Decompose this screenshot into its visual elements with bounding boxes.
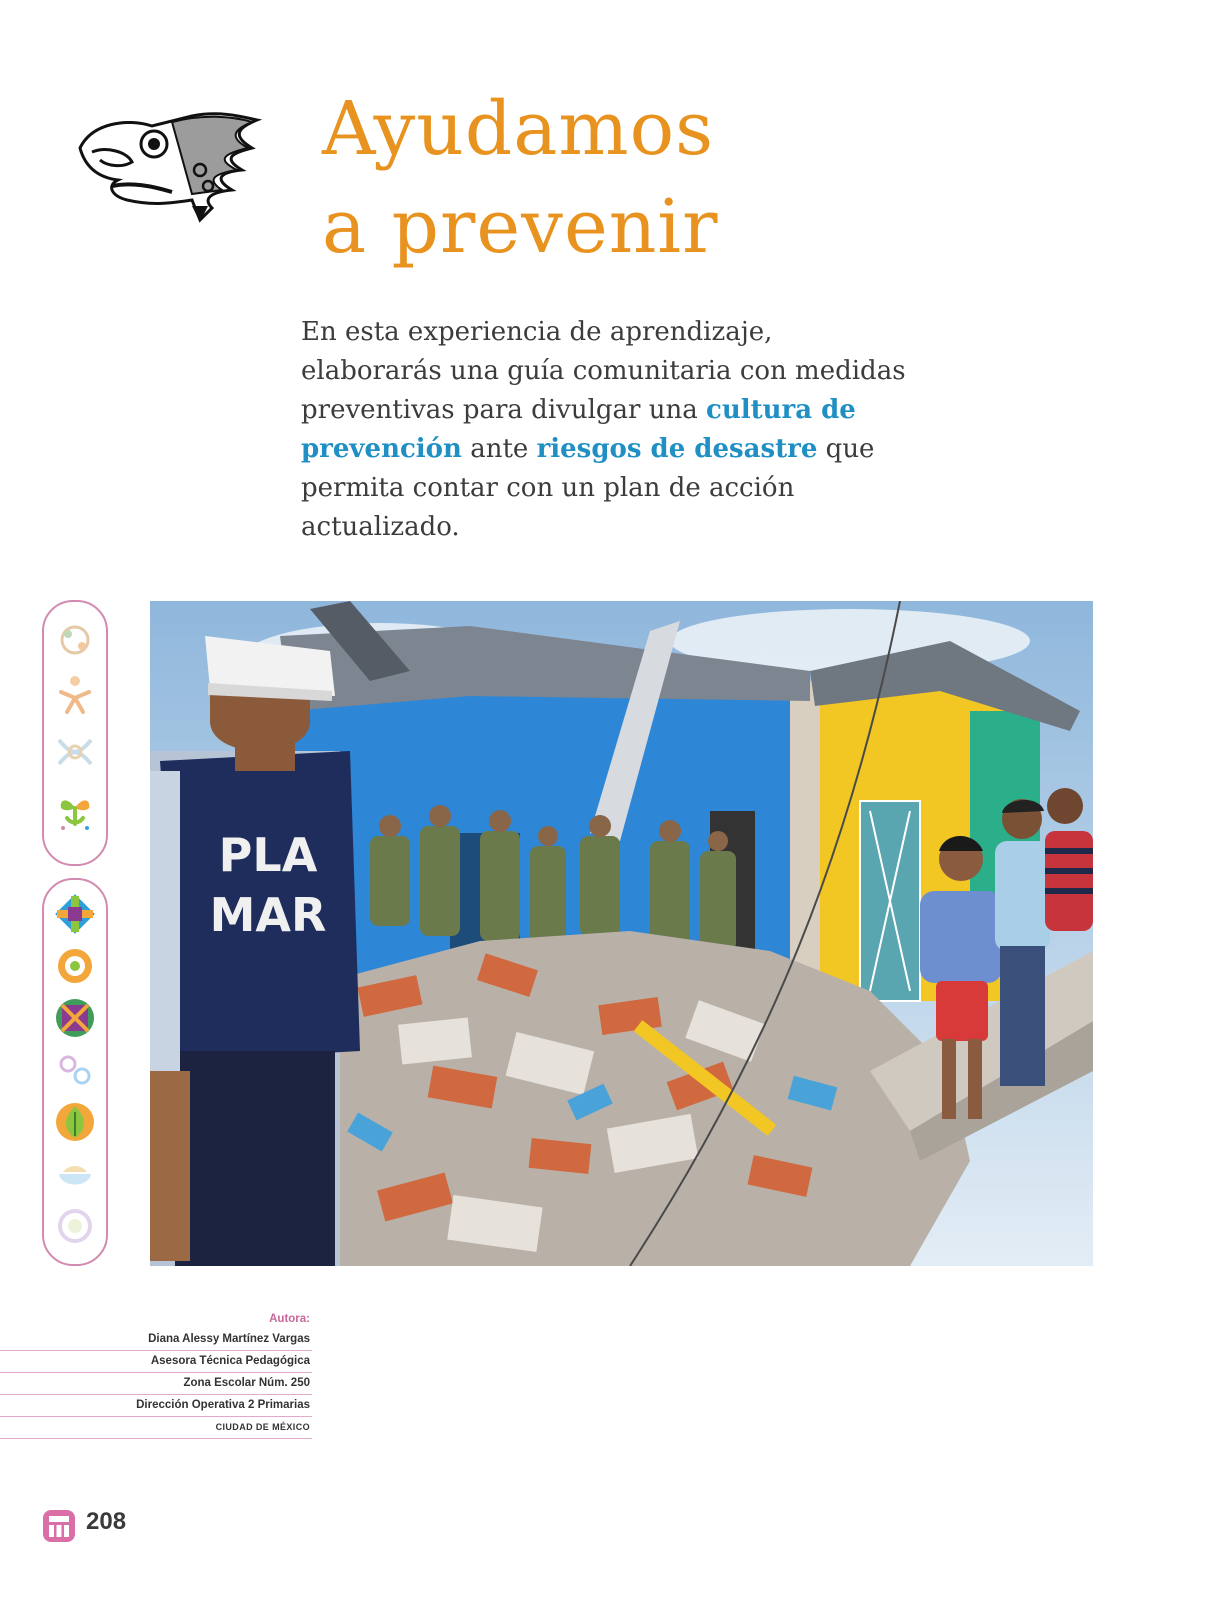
page-title xyxy=(322,80,718,276)
vest-text-line-2: MAR xyxy=(209,888,327,942)
dancer-icon xyxy=(53,672,97,716)
diamond-cross-icon xyxy=(53,892,97,936)
circle-icon xyxy=(53,1204,97,1248)
credits-direction: Dirección Operativa 2 Primarias xyxy=(0,1395,312,1417)
author-credits xyxy=(0,1309,312,1439)
bowl-icon xyxy=(53,1152,97,1196)
swirl-icon xyxy=(53,618,97,662)
x-square-icon xyxy=(53,996,97,1040)
intro-highlight-2: riesgos de desastre xyxy=(536,434,818,464)
sidebar-icon-group-2 xyxy=(42,878,108,1266)
page-glyph-icon xyxy=(42,1509,76,1543)
link-icon xyxy=(53,1048,97,1092)
intro-text-1: En esta experiencia de aprendizaje, elaborarás una guía comunitaria con medidas preventivas para divulgar una xyxy=(301,317,906,425)
title-line-2: a prevenir xyxy=(322,184,719,270)
ring-icon xyxy=(53,944,97,988)
credits-label: Autora: xyxy=(269,1313,310,1325)
credits-city: CIUDAD DE MÉXICO xyxy=(0,1417,312,1439)
credits-zone: Zona Escolar Núm. 250 xyxy=(0,1373,312,1395)
intro-text-2: ante xyxy=(461,434,537,464)
vest-text-line-1: PLA xyxy=(218,828,318,882)
intro-paragraph xyxy=(301,313,921,547)
credits-role: Asesora Técnica Pedagógica xyxy=(0,1351,312,1373)
intro-text-3: que permita contar con un plan de acción actualizado. xyxy=(301,434,875,542)
leaf-icon xyxy=(53,1100,97,1144)
knot-icon xyxy=(53,730,97,774)
sidebar-icon-group-1 xyxy=(42,600,108,866)
title-line-1: Ayudamos xyxy=(322,86,715,172)
credits-name: Diana Alessy Martínez Vargas xyxy=(0,1329,312,1351)
disaster-photo xyxy=(150,601,1093,1266)
page-number: 208 xyxy=(86,1508,127,1535)
intro-highlight-1: cultura de prevención xyxy=(301,395,856,464)
person-sprout-icon xyxy=(53,788,97,832)
aztec-glyph-icon xyxy=(72,108,262,233)
